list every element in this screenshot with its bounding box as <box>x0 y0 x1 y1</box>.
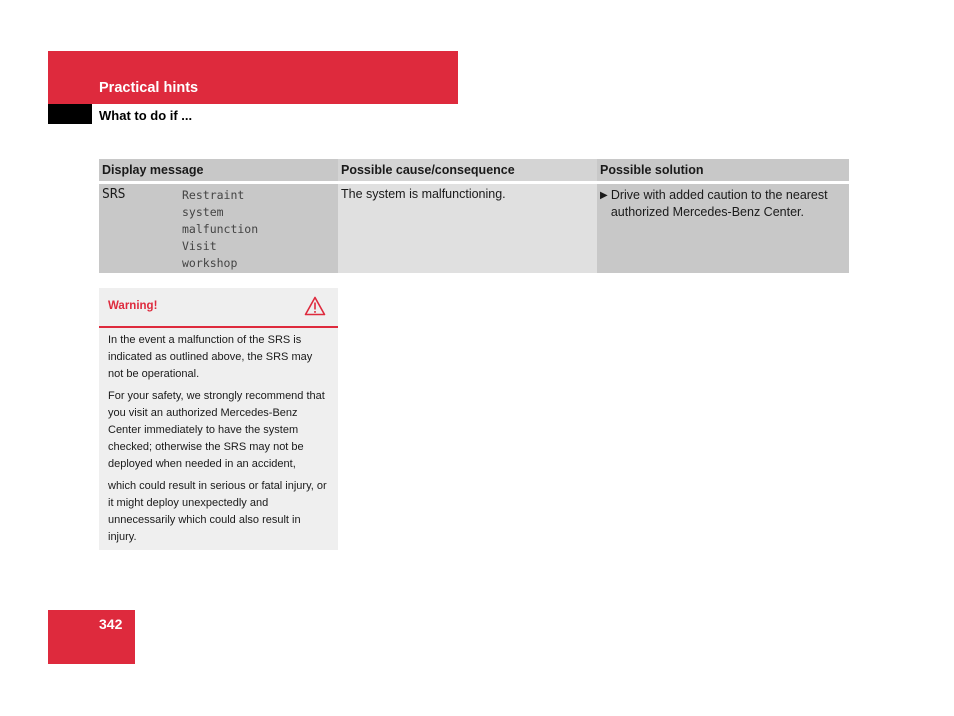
warning-triangle-icon <box>304 296 326 321</box>
solution-cell <box>597 183 849 274</box>
column-header-cause: Possible cause/consequence <box>338 159 597 183</box>
header-band <box>48 51 458 104</box>
display-message-lines <box>182 187 258 272</box>
warning-paragraph: which could result in serious or fatal injury, or it might deploy unexpectedly and unnecessarily which could also result in injury. <box>108 480 327 543</box>
section-title: Practical hints <box>99 80 199 96</box>
page-number: 342 <box>99 616 123 632</box>
display-line: malfunction <box>182 222 259 236</box>
column-header-display: Display message <box>99 159 338 183</box>
display-line: Visit <box>182 239 217 253</box>
warning-paragraph: In the event a malfunction of the SRS is indicated as outlined above, the SRS may not be operational. <box>108 334 313 380</box>
section-marker <box>48 104 92 124</box>
bullet-arrow-icon: ▶ <box>600 190 608 201</box>
display-code: SRS <box>102 187 126 202</box>
warning-label: Warning! <box>108 300 158 312</box>
display-line: system <box>182 205 224 219</box>
table-header-row <box>99 159 849 183</box>
table-row <box>99 183 849 274</box>
warning-paragraph: For your safety, we strongly recommend that you visit an authorized Mercedes-Benz Center immediately to have the system checked; otherwise the SRS may not be deployed when needed in an accident, <box>108 390 325 470</box>
display-message-table <box>99 159 849 273</box>
display-line: workshop <box>182 256 238 270</box>
cause-cell: The system is malfunctioning. <box>338 183 597 274</box>
column-header-solution: Possible solution <box>597 159 849 183</box>
warning-box <box>99 288 338 550</box>
warning-header <box>99 288 338 328</box>
page-subtitle: What to do if ... <box>99 108 193 123</box>
display-message-cell <box>99 183 338 274</box>
warning-body <box>99 328 338 546</box>
solution-text: Drive with added caution to the nearest authorized Mercedes-Benz Center. <box>610 188 828 219</box>
display-line: Restraint <box>182 188 245 202</box>
